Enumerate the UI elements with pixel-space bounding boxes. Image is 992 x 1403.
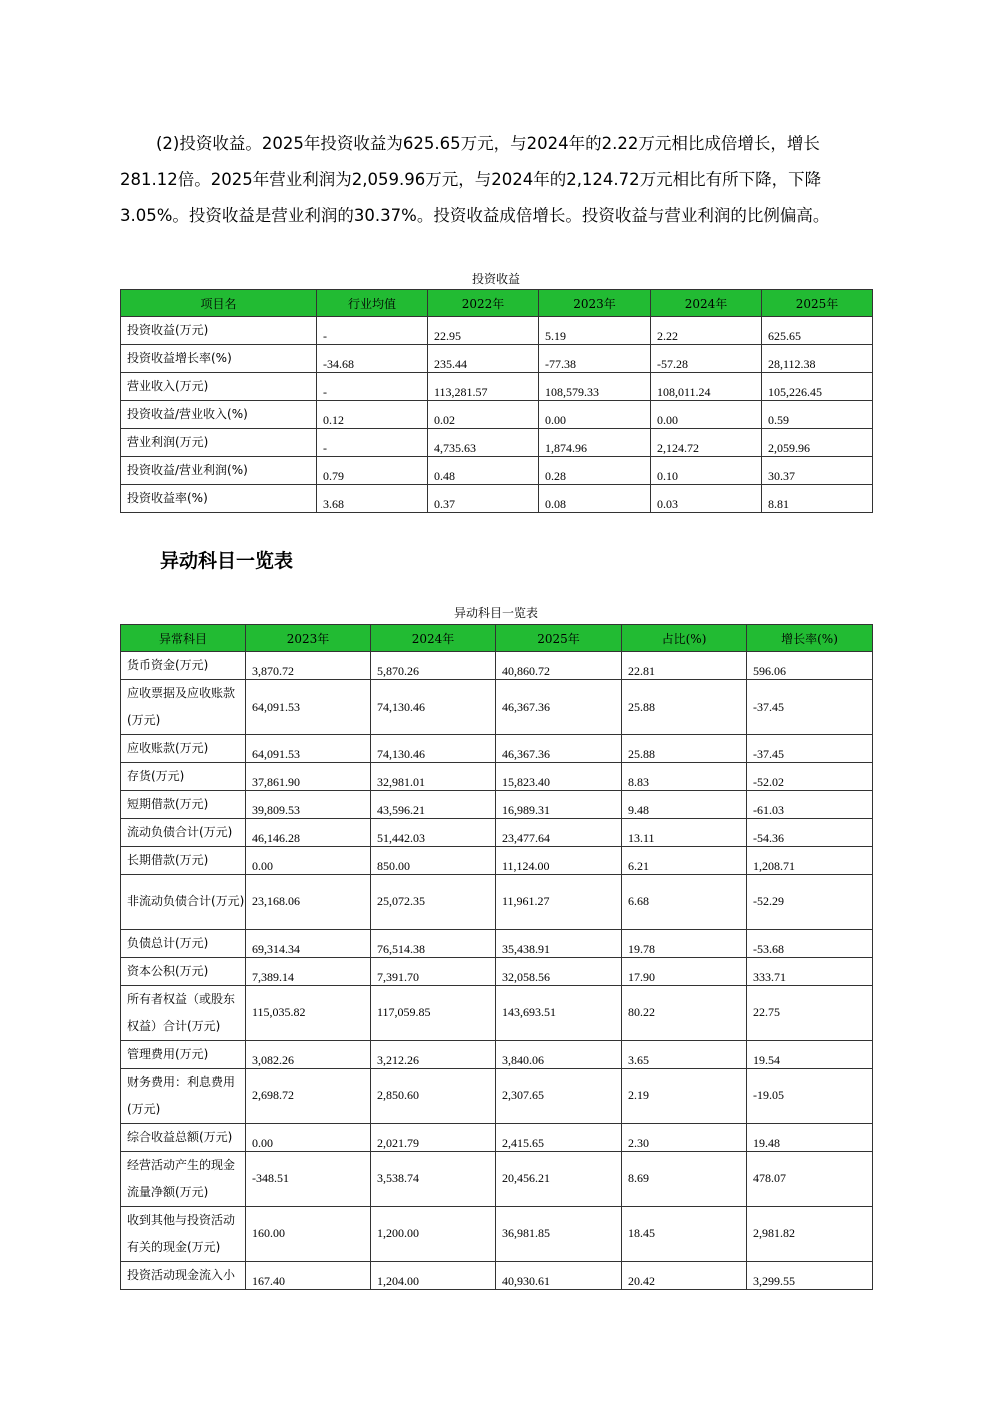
table-row [121,1206,873,1261]
value-cell: 478.07 [747,1151,873,1206]
value-cell: 22.95 [428,317,539,345]
value-cell: 105,226.45 [762,373,873,401]
row-label-cell: 负债总计(万元) [121,929,246,957]
value-cell: 76,514.38 [371,929,496,957]
value-cell: 9.48 [622,791,747,819]
value-cell: 7,389.14 [246,957,371,985]
analysis-paragraph: (2)投资收益。2025年投资收益为625.65万元，与2024年的2.22万元相比成倍增长，增长281.12倍。2025年营业利润为2,059.96万元，与2024年的2,124.72万元相比有所下降，下降3.05%。投资收益是营业利润的30.37%。投资收益成倍增长。投资收益与营业利润的比例偏高。 [120,134,830,225]
row-label-cell: 资本公积(万元) [121,957,246,985]
value-cell: 143,693.51 [496,985,622,1040]
header-cell: 占比(%) [622,625,747,652]
table-header-row [121,625,873,652]
value-cell: 15,823.40 [496,763,622,791]
table-row [121,1123,873,1151]
value-cell: -53.68 [747,929,873,957]
table-row [121,985,873,1040]
header-cell: 2023年 [539,290,651,317]
row-label-cell: 投资收益/营业利润(%) [121,457,317,485]
value-cell: -348.51 [246,1151,371,1206]
table-row [121,680,873,735]
value-cell: 19.48 [747,1123,873,1151]
value-cell: 0.79 [317,457,428,485]
value-cell: 0.00 [246,847,371,875]
header-cell: 2025年 [762,290,873,317]
table1-caption: 投资收益 [471,272,520,286]
value-cell: 30.37 [762,457,873,485]
header-cell: 行业均值 [317,290,428,317]
table-row [121,652,873,680]
section-heading: 异动科目一览表 [160,550,294,572]
value-cell: 8.69 [622,1151,747,1206]
value-cell: 37,861.90 [246,763,371,791]
row-label-cell: 应收票据及应收账款(万元) [121,680,246,735]
row-label-cell: 流动负债合计(万元) [121,819,246,847]
value-cell: 0.10 [651,457,762,485]
value-cell: 17.90 [622,957,747,985]
row-label-cell: 短期借款(万元) [121,791,246,819]
value-cell: 46,367.36 [496,735,622,763]
value-cell: 596.06 [747,652,873,680]
value-cell: 0.03 [651,485,762,513]
value-cell: -52.29 [747,875,873,930]
value-cell: 74,130.46 [371,680,496,735]
table-row [121,847,873,875]
row-label-cell: 所有者权益（或股东权益）合计(万元) [121,985,246,1040]
value-cell: 333.71 [747,957,873,985]
header-cell: 2024年 [651,290,762,317]
value-cell: 0.59 [762,401,873,429]
value-cell: 64,091.53 [246,735,371,763]
value-cell: 64,091.53 [246,680,371,735]
table-row [121,763,873,791]
row-label-cell: 投资收益/营业收入(%) [121,401,317,429]
value-cell: 43,596.21 [371,791,496,819]
value-cell: 40,930.61 [496,1261,622,1289]
value-cell: 16,989.31 [496,791,622,819]
value-cell: -52.02 [747,763,873,791]
value-cell: 8.81 [762,485,873,513]
row-label-cell: 经营活动产生的现金流量净额(万元) [121,1151,246,1206]
value-cell: -54.36 [747,819,873,847]
value-cell: 36,981.85 [496,1206,622,1261]
row-label-cell: 非流动负债合计(万元) [121,875,246,930]
value-cell: 32,981.01 [371,763,496,791]
value-cell: -34.68 [317,345,428,373]
value-cell: 74,130.46 [371,735,496,763]
table-row [121,317,873,345]
value-cell: 46,367.36 [496,680,622,735]
value-cell: 3,870.72 [246,652,371,680]
value-cell: - [317,429,428,457]
value-cell: 2,981.82 [747,1206,873,1261]
value-cell: 0.00 [651,401,762,429]
value-cell: - [317,317,428,345]
table-row [121,929,873,957]
value-cell: 19.54 [747,1040,873,1068]
value-cell: 117,059.85 [371,985,496,1040]
value-cell: 8.83 [622,763,747,791]
table-row [121,345,873,373]
value-cell: 2,059.96 [762,429,873,457]
table-row [121,457,873,485]
header-cell: 2023年 [246,625,371,652]
value-cell: 2,124.72 [651,429,762,457]
header-cell: 增长率(%) [747,625,873,652]
value-cell: 625.65 [762,317,873,345]
value-cell: 2.19 [622,1068,747,1123]
value-cell: 3,082.26 [246,1040,371,1068]
header-cell: 2022年 [428,290,539,317]
value-cell: 0.48 [428,457,539,485]
value-cell: 11,961.27 [496,875,622,930]
value-cell: 2,698.72 [246,1068,371,1123]
value-cell: 2,021.79 [371,1123,496,1151]
value-cell: 32,058.56 [496,957,622,985]
value-cell: 25.88 [622,680,747,735]
table-row [121,957,873,985]
table-row [121,819,873,847]
value-cell: 7,391.70 [371,957,496,985]
value-cell: 2,415.65 [496,1123,622,1151]
table-header-row [121,290,873,317]
row-label-cell: 应收账款(万元) [121,735,246,763]
value-cell: 0.08 [539,485,651,513]
value-cell: 0.00 [539,401,651,429]
value-cell: 0.02 [428,401,539,429]
value-cell: 13.11 [622,819,747,847]
header-cell: 异常科目 [121,625,246,652]
value-cell: 28,112.38 [762,345,873,373]
value-cell: 235.44 [428,345,539,373]
table-row [121,735,873,763]
investment-income-table [120,289,873,513]
header-cell: 2024年 [371,625,496,652]
row-label-cell: 财务费用：利息费用(万元) [121,1068,246,1123]
row-label-cell: 收到其他与投资活动有关的现金(万元) [121,1206,246,1261]
value-cell: 11,124.00 [496,847,622,875]
value-cell: 2,307.65 [496,1068,622,1123]
value-cell: 850.00 [371,847,496,875]
value-cell: 0.37 [428,485,539,513]
value-cell: 69,314.34 [246,929,371,957]
row-label-cell: 存货(万元) [121,763,246,791]
value-cell: 25,072.35 [371,875,496,930]
value-cell: 20,456.21 [496,1151,622,1206]
header-cell: 项目名 [121,290,317,317]
value-cell: -19.05 [747,1068,873,1123]
value-cell: 22.75 [747,985,873,1040]
value-cell: 0.28 [539,457,651,485]
value-cell: 22.81 [622,652,747,680]
value-cell: 4,735.63 [428,429,539,457]
table-row [121,875,873,930]
value-cell: 1,208.71 [747,847,873,875]
value-cell: -61.03 [747,791,873,819]
value-cell: 35,438.91 [496,929,622,957]
value-cell: 115,035.82 [246,985,371,1040]
value-cell: 20.42 [622,1261,747,1289]
value-cell: 6.68 [622,875,747,930]
table-row [121,1151,873,1206]
row-label-cell: 投资收益(万元) [121,317,317,345]
value-cell: -37.45 [747,735,873,763]
table-row [121,373,873,401]
value-cell: 5.19 [539,317,651,345]
row-label-cell: 营业收入(万元) [121,373,317,401]
value-cell: 51,442.03 [371,819,496,847]
value-cell: 3,840.06 [496,1040,622,1068]
value-cell: 39,809.53 [246,791,371,819]
value-cell: 0.12 [317,401,428,429]
value-cell: 108,011.24 [651,373,762,401]
value-cell: 1,874.96 [539,429,651,457]
table-row [121,485,873,513]
table-row [121,1261,873,1289]
value-cell: 3,212.26 [371,1040,496,1068]
row-label-cell: 投资活动现金流入小 [121,1261,246,1289]
value-cell: 108,579.33 [539,373,651,401]
value-cell: 18.45 [622,1206,747,1261]
value-cell: 167.40 [246,1261,371,1289]
row-label-cell: 投资收益增长率(%) [121,345,317,373]
table-row [121,1040,873,1068]
value-cell: 160.00 [246,1206,371,1261]
value-cell: 3,299.55 [747,1261,873,1289]
value-cell: 1,204.00 [371,1261,496,1289]
row-label-cell: 投资收益率(%) [121,485,317,513]
row-label-cell: 长期借款(万元) [121,847,246,875]
value-cell: 3.65 [622,1040,747,1068]
row-label-cell: 营业利润(万元) [121,429,317,457]
table-row [121,1068,873,1123]
value-cell: 2.30 [622,1123,747,1151]
value-cell: 80.22 [622,985,747,1040]
value-cell: 46,146.28 [246,819,371,847]
value-cell: - [317,373,428,401]
table2-caption: 异动科目一览表 [453,606,538,620]
table-row [121,791,873,819]
value-cell: 2,850.60 [371,1068,496,1123]
value-cell: 23,477.64 [496,819,622,847]
value-cell: 5,870.26 [371,652,496,680]
value-cell: 40,860.72 [496,652,622,680]
value-cell: -77.38 [539,345,651,373]
value-cell: 23,168.06 [246,875,371,930]
row-label-cell: 综合收益总额(万元) [121,1123,246,1151]
value-cell: 113,281.57 [428,373,539,401]
value-cell: -57.28 [651,345,762,373]
value-cell: 2.22 [651,317,762,345]
value-cell: 0.00 [246,1123,371,1151]
abnormal-items-table [120,624,873,1290]
value-cell: 1,200.00 [371,1206,496,1261]
value-cell: 3,538.74 [371,1151,496,1206]
value-cell: 25.88 [622,735,747,763]
header-cell: 2025年 [496,625,622,652]
value-cell: 19.78 [622,929,747,957]
value-cell: 6.21 [622,847,747,875]
row-label-cell: 货币资金(万元) [121,652,246,680]
value-cell: 3.68 [317,485,428,513]
row-label-cell: 管理费用(万元) [121,1040,246,1068]
table-row [121,429,873,457]
table-row [121,401,873,429]
value-cell: -37.45 [747,680,873,735]
